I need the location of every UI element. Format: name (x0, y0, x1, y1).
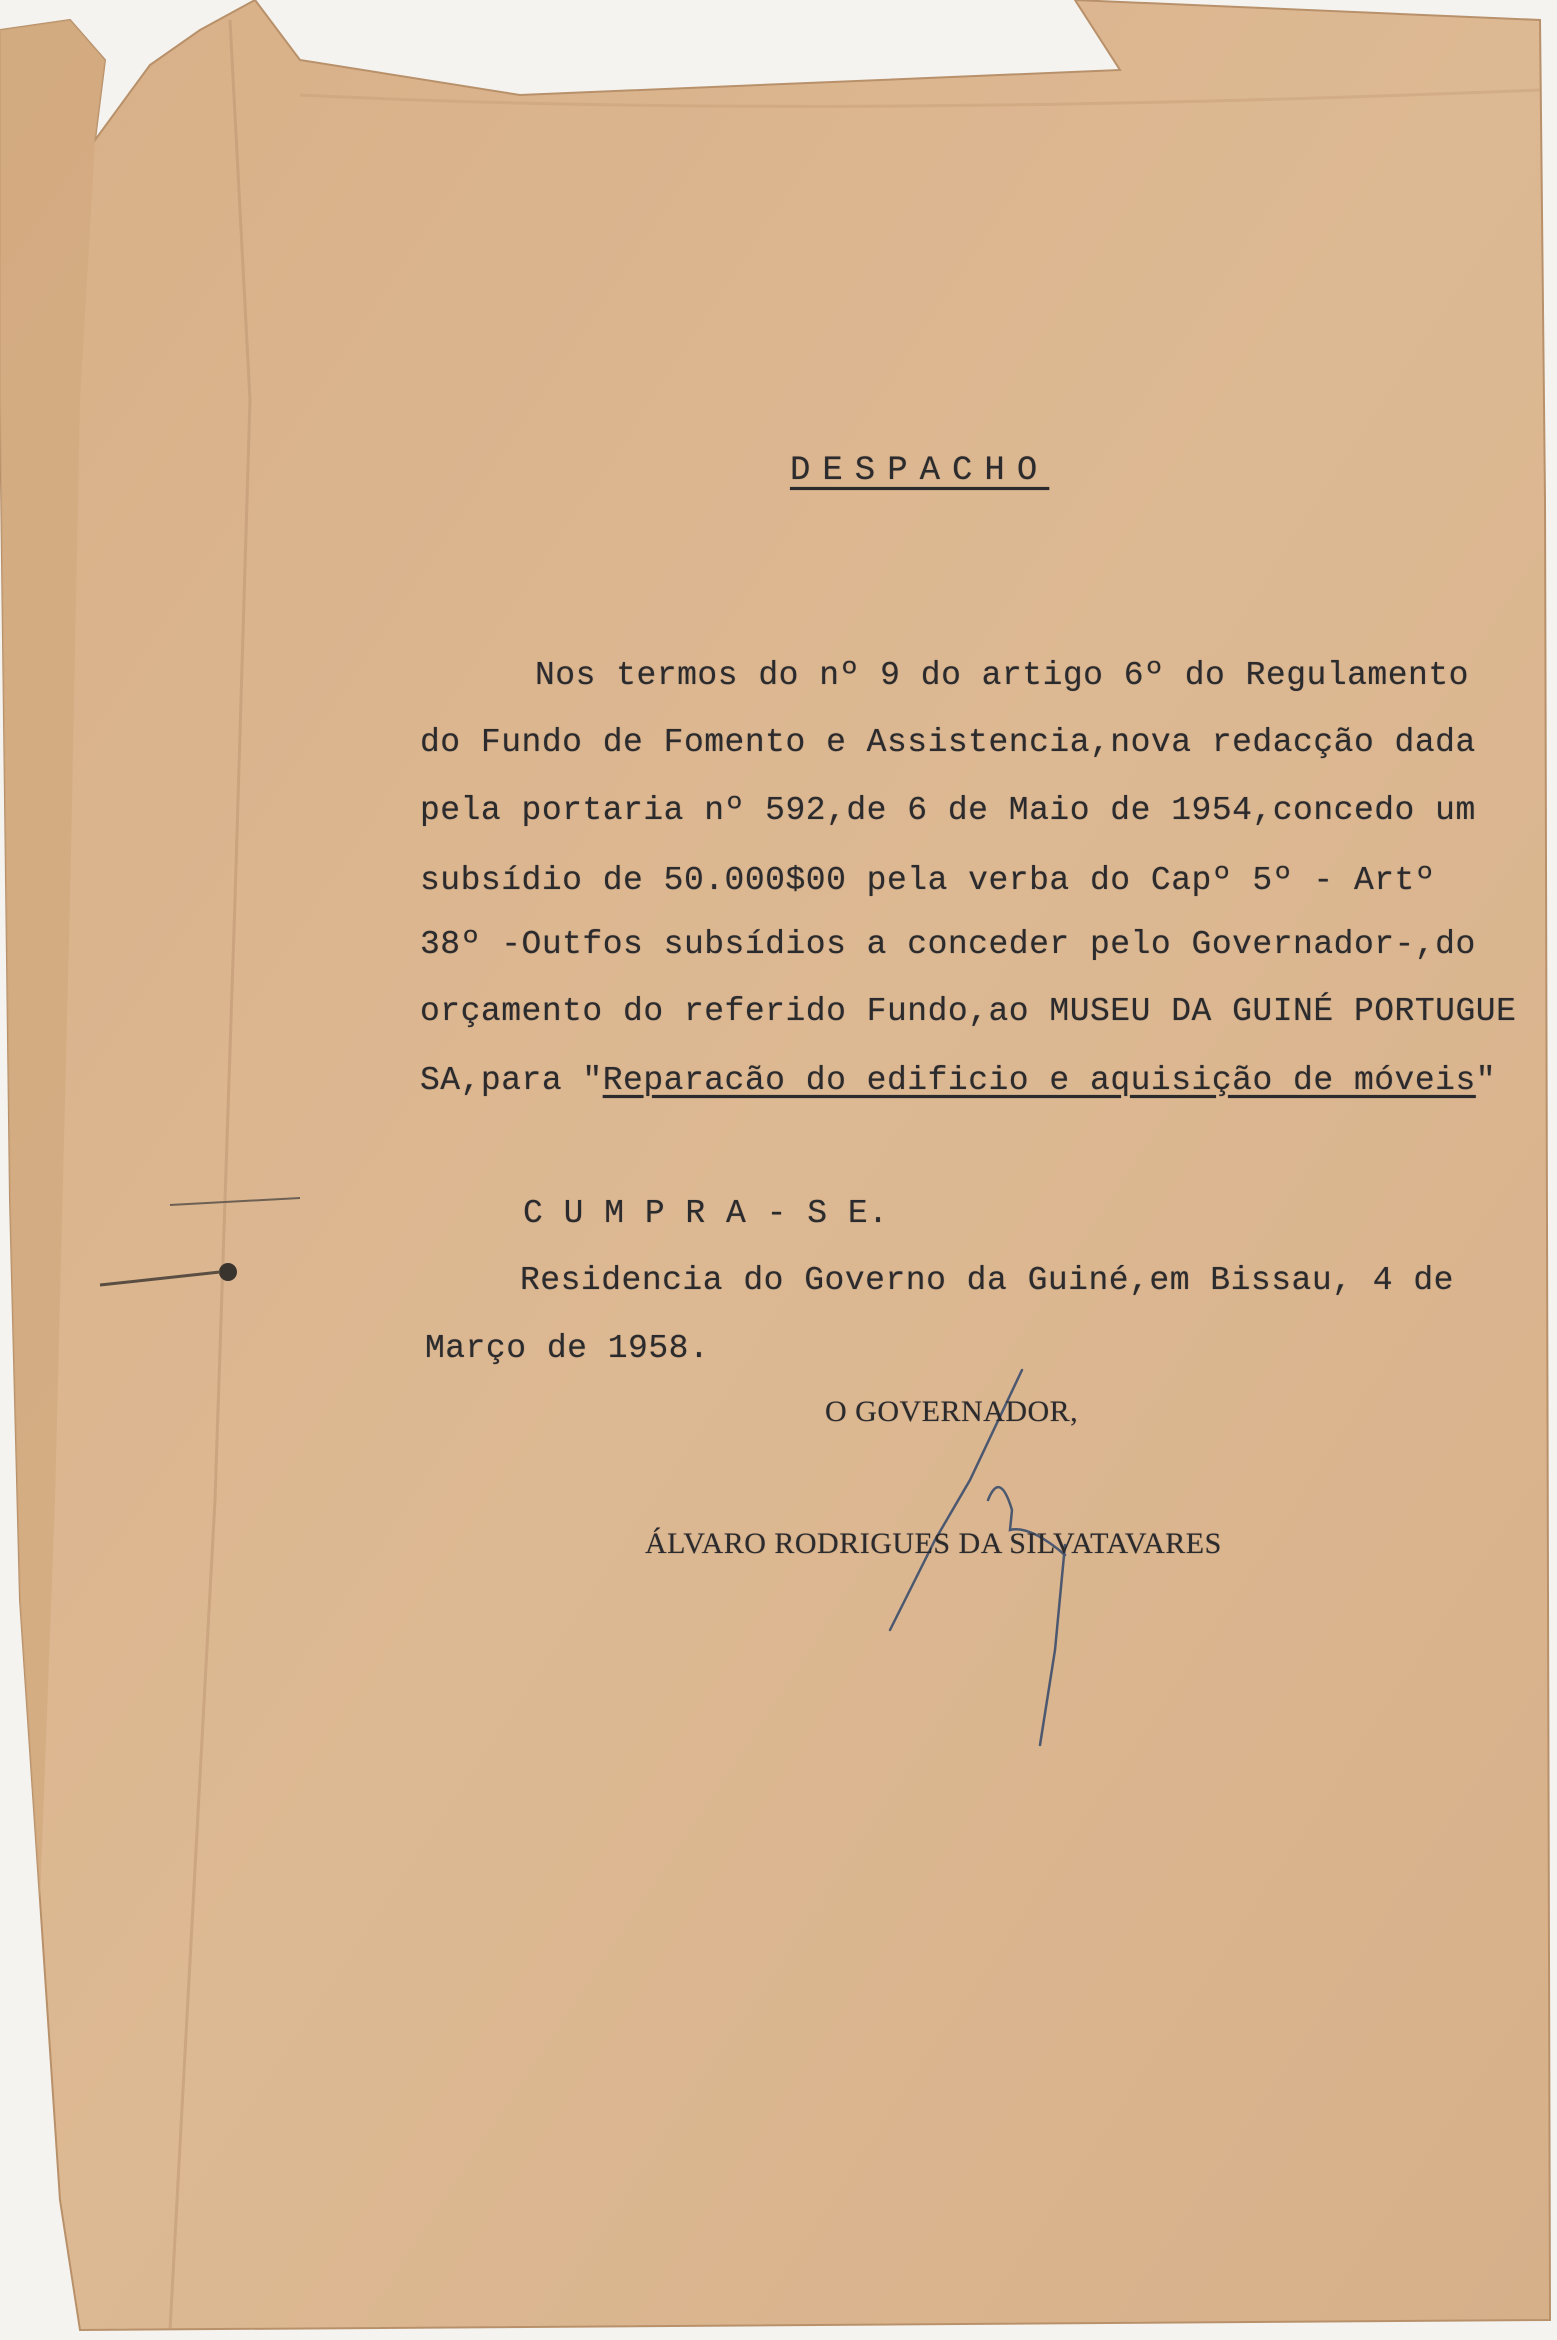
body-line-5: 38º -Outfos subsídios a conceder pelo Governador-,do (420, 926, 1476, 963)
body-line-1: Nos termos do nº 9 do artigo 6º do Regulamento (535, 657, 1469, 694)
body-line-3: pela portaria nº 592,de 6 de Maio de 1954,concedo um (420, 792, 1476, 829)
body-line-4: subsídio de 50.000$00 pela verba do Capº 5º - Artº (420, 862, 1436, 899)
body-line-7 (420, 1062, 1496, 1099)
residence-line-1: Residencia do Governo da Guiné,em Bissau, 4 de (520, 1262, 1454, 1299)
residence-line-2: Março de 1958. (425, 1330, 710, 1367)
purpose-underlined: Reparacão do edificio e aquisição de móveis (602, 1062, 1476, 1099)
body-line-7-prefix: SA,para " (420, 1062, 603, 1099)
body-line-6: orçamento do referido Fundo,ao MUSEU DA GUINÉ PORTUGUE (420, 993, 1517, 1030)
body-line-7-suffix: " (1475, 1062, 1497, 1099)
governor-name: ÁLVARO RODRIGUES DA SILVATAVARES (645, 1527, 1222, 1560)
body-line-2: do Fundo de Fomento e Assistencia,nova redacção dada (420, 724, 1476, 761)
cumpra-se: C U M P R A - S E. (523, 1195, 889, 1232)
document-title: DESPACHO (790, 452, 1050, 490)
governor-label: O GOVERNADOR, (825, 1395, 1079, 1428)
punch-hole-mark (219, 1263, 237, 1281)
